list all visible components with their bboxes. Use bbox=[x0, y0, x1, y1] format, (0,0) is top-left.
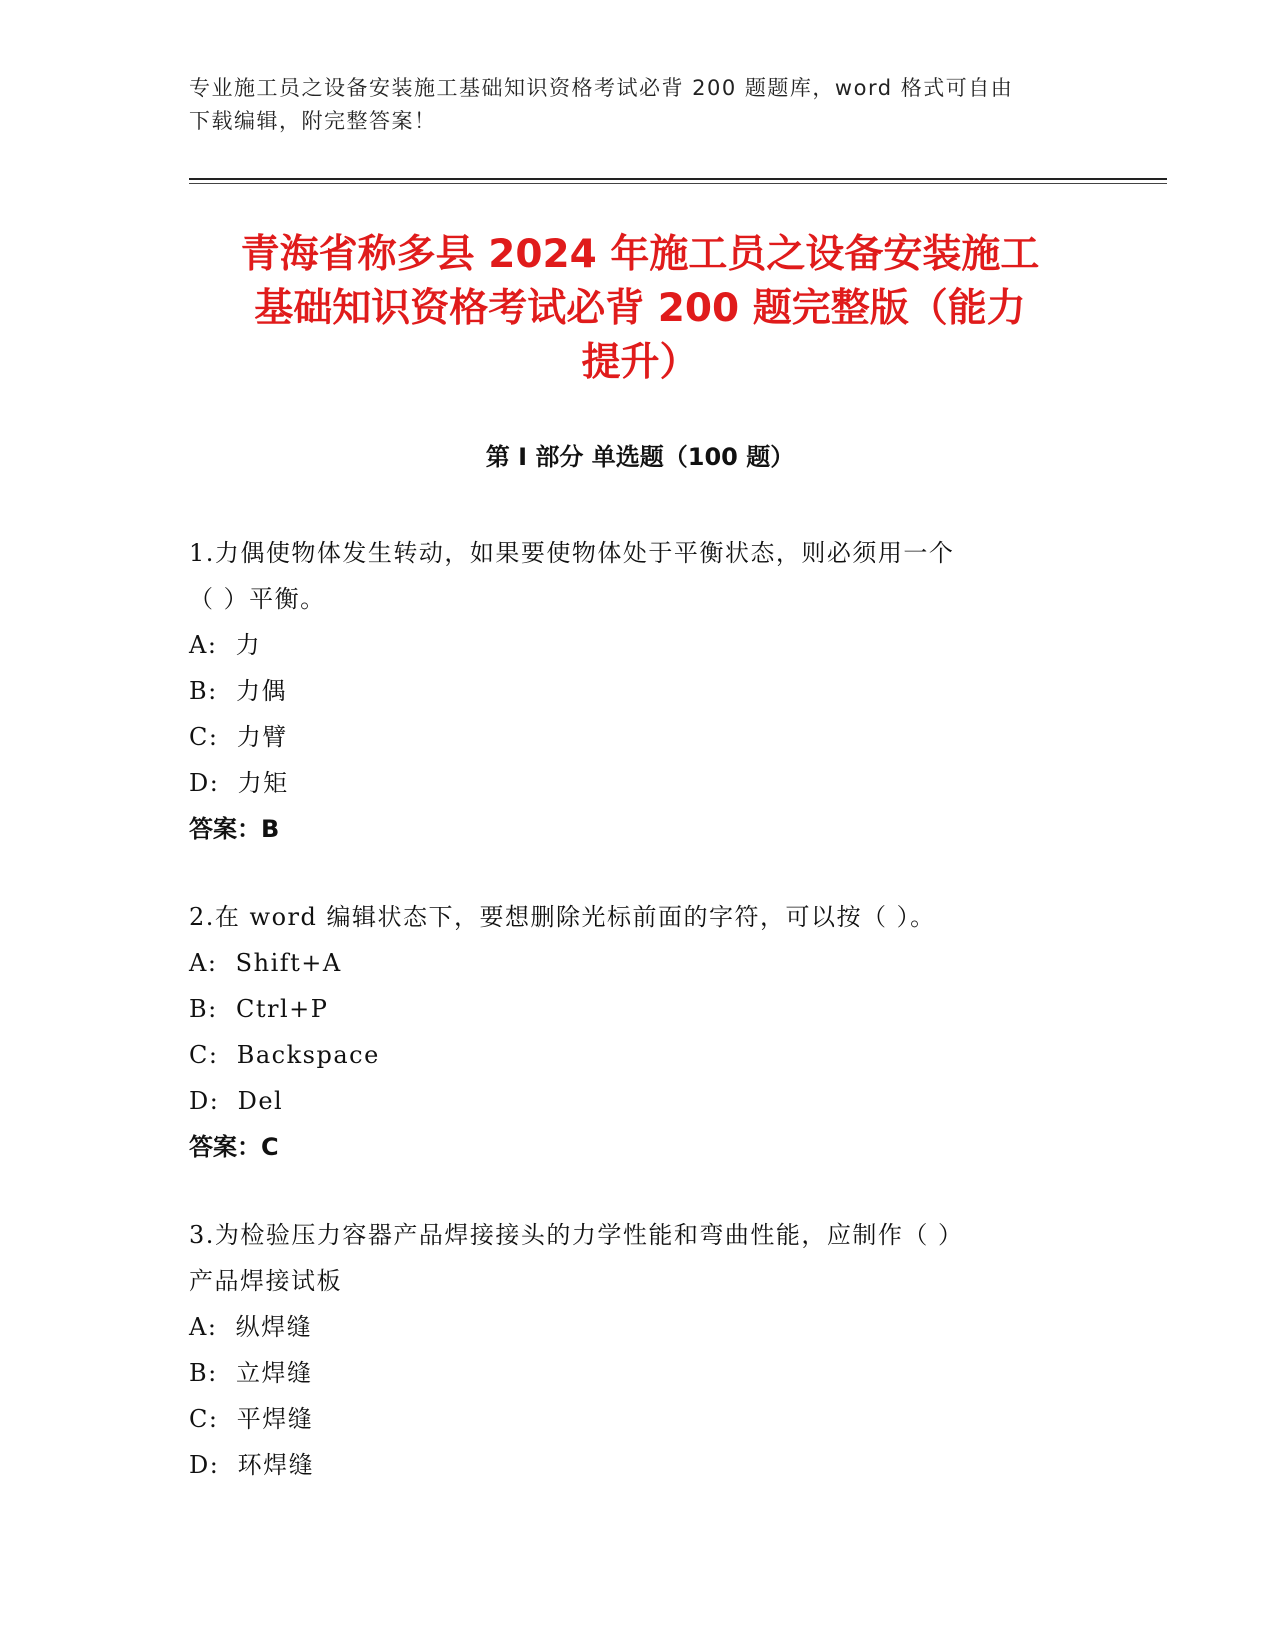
answer-label: 答案：C bbox=[189, 1133, 279, 1161]
header-divider-thin bbox=[189, 183, 1167, 184]
option-a: A: Shift+A bbox=[189, 949, 342, 977]
question-text-line: 产品焊接试板 bbox=[189, 1267, 342, 1295]
question-text-line: 1.力偶使物体发生转动，如果要使物体处于平衡状态，则必须用一个 bbox=[189, 539, 955, 567]
title-line: 提升） bbox=[581, 340, 699, 385]
header-note-line: 专业施工员之设备安装施工基础知识资格考试必背 200 题题库，word 格式可自由 bbox=[189, 76, 1014, 100]
title-line: 基础知识资格考试必背 200 题完整版（能力 bbox=[254, 286, 1026, 331]
option-a: A: 纵焊缝 bbox=[189, 1313, 313, 1341]
option-d: D: 力矩 bbox=[189, 769, 289, 797]
header-note bbox=[189, 72, 1089, 138]
option-a: A: 力 bbox=[189, 631, 262, 659]
title-line: 青海省称多县 2024 年施工员之设备安装施工 bbox=[240, 232, 1040, 277]
question-text bbox=[189, 1212, 1089, 1304]
option-d: D: Del bbox=[189, 1087, 284, 1115]
document-title bbox=[175, 228, 1105, 390]
question-item bbox=[189, 1212, 1089, 1488]
question-item bbox=[189, 894, 1089, 1170]
option-b: B: Ctrl+P bbox=[189, 995, 329, 1023]
question-text-line: 2.在 word 编辑状态下，要想删除光标前面的字符，可以按（ ）。 bbox=[189, 903, 936, 931]
option-c: C: 力臂 bbox=[189, 723, 288, 751]
header-divider-thick bbox=[189, 178, 1167, 180]
option-c: C: 平焊缝 bbox=[189, 1405, 314, 1433]
question-text bbox=[189, 530, 1089, 622]
option-b: B: 立焊缝 bbox=[189, 1359, 313, 1387]
question-text-line: （ ）平衡。 bbox=[189, 585, 326, 613]
question-text bbox=[189, 894, 1089, 940]
question-text-line: 3.为检验压力容器产品焊接接头的力学性能和弯曲性能，应制作（ ） bbox=[189, 1221, 964, 1249]
section-heading: 第 I 部分 单选题（100 题） bbox=[485, 443, 795, 471]
answer-label: 答案：B bbox=[189, 815, 280, 843]
header-note-line: 下载编辑，附完整答案！ bbox=[189, 109, 437, 133]
question-item bbox=[189, 530, 1089, 852]
option-b: B: 力偶 bbox=[189, 677, 287, 705]
option-c: C: Backspace bbox=[189, 1041, 380, 1069]
question-list bbox=[189, 530, 1089, 1530]
option-d: D: 环焊缝 bbox=[189, 1451, 315, 1479]
